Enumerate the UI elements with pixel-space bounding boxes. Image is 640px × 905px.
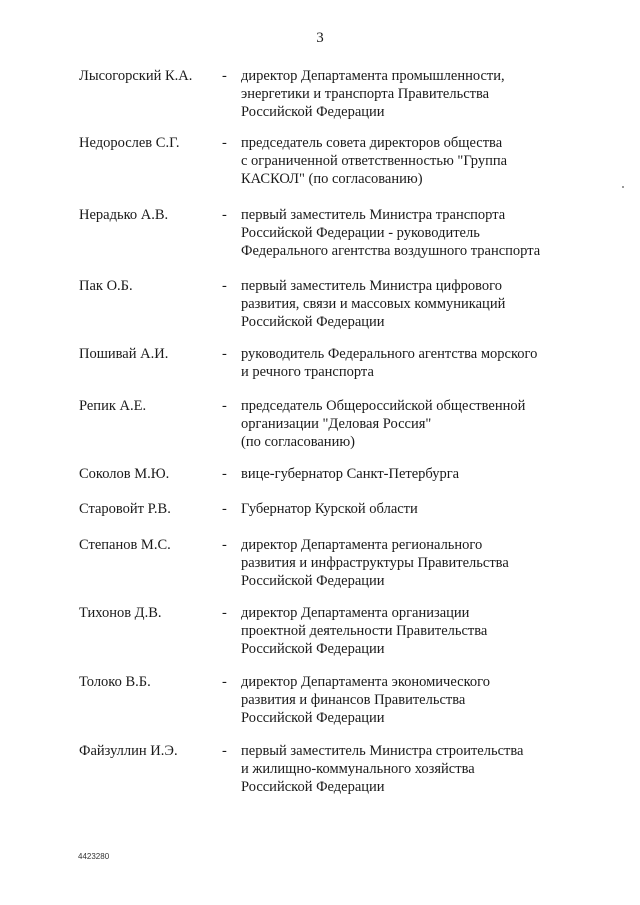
position-line: и жилищно-коммунального хозяйства xyxy=(241,761,475,777)
member-name: Пошивай А.И. xyxy=(79,346,169,362)
position-line: руководитель Федерального агентства морского xyxy=(241,346,538,362)
member-position xyxy=(241,673,571,727)
member-name: Тихонов Д.В. xyxy=(79,605,162,621)
member-name: Пак О.Б. xyxy=(79,278,133,294)
member-name: Соколов М.Ю. xyxy=(79,466,170,482)
position-line: Губернатор Курской области xyxy=(241,501,418,517)
member-dash: - xyxy=(222,674,227,690)
member-dash: - xyxy=(222,346,227,362)
position-line: директор Департамента экономического xyxy=(241,674,490,690)
member-dash: - xyxy=(222,207,227,223)
position-line: Российской Федерации - руководитель xyxy=(241,225,480,241)
scan-mark xyxy=(622,186,624,188)
position-line: и речного транспорта xyxy=(241,364,374,380)
member-dash: - xyxy=(222,398,227,414)
position-line: первый заместитель Министра строительства xyxy=(241,743,524,759)
member-position xyxy=(241,134,571,188)
position-line: директор Департамента регионального xyxy=(241,537,483,553)
position-line: Российской Федерации xyxy=(241,779,385,795)
position-line: Российской Федерации xyxy=(241,641,385,657)
position-line: развития, связи и массовых коммуникаций xyxy=(241,296,506,312)
member-name: Файзуллин И.Э. xyxy=(79,743,178,759)
member-name: Лысогорский К.А. xyxy=(79,68,193,84)
member-dash: - xyxy=(222,537,227,553)
position-line: директор Департамента промышленности, xyxy=(241,68,505,84)
member-dash: - xyxy=(222,605,227,621)
member-dash: - xyxy=(222,743,227,759)
position-line: Российской Федерации xyxy=(241,104,385,120)
position-line: председатель Общероссийской общественной xyxy=(241,398,526,414)
position-line: КАСКОЛ" (по согласованию) xyxy=(241,171,423,187)
position-line: первый заместитель Министра транспорта xyxy=(241,207,506,223)
position-line: организации "Деловая Россия" xyxy=(241,416,432,432)
position-line: Российской Федерации xyxy=(241,314,385,330)
position-line: вице-губернатор Санкт-Петербурга xyxy=(241,466,460,482)
member-position xyxy=(241,500,571,518)
member-dash: - xyxy=(222,135,227,151)
member-name: Степанов М.С. xyxy=(79,537,171,553)
position-line: Российской Федерации xyxy=(241,573,385,589)
member-dash: - xyxy=(222,501,227,517)
member-position xyxy=(241,397,571,451)
member-position xyxy=(241,465,571,483)
position-line: (по согласованию) xyxy=(241,434,355,450)
member-dash: - xyxy=(222,278,227,294)
member-position xyxy=(241,742,571,796)
position-line: проектной деятельности Правительства xyxy=(241,623,488,639)
position-line: Российской Федерации xyxy=(241,710,385,726)
member-position xyxy=(241,206,571,260)
position-line: первый заместитель Министра цифрового xyxy=(241,278,503,294)
member-dash: - xyxy=(222,68,227,84)
member-name: Старовойт Р.В. xyxy=(79,501,171,517)
member-name: Толоко В.Б. xyxy=(79,674,151,690)
position-line: энергетики и транспорта Правительства xyxy=(241,86,490,102)
member-position xyxy=(241,277,571,331)
member-name: Репик А.Е. xyxy=(79,398,147,414)
member-position xyxy=(241,604,571,658)
position-line: с ограниченной ответственностью "Группа xyxy=(241,153,508,169)
member-position xyxy=(241,536,571,590)
position-line: развития и финансов Правительства xyxy=(241,692,466,708)
position-line: председатель совета директоров общества xyxy=(241,135,503,151)
position-line: директор Департамента организации xyxy=(241,605,470,621)
member-position xyxy=(241,67,571,121)
member-position xyxy=(241,345,571,381)
position-line: Федерального агентства воздушного транспорта xyxy=(241,243,541,259)
document-code: 4423280 xyxy=(78,852,110,861)
page-number: 3 xyxy=(316,30,324,46)
member-name: Нерадько А.В. xyxy=(79,207,169,223)
member-name: Недорослев С.Г. xyxy=(79,135,180,151)
position-line: развития и инфраструктуры Правительства xyxy=(241,555,509,571)
member-dash: - xyxy=(222,466,227,482)
